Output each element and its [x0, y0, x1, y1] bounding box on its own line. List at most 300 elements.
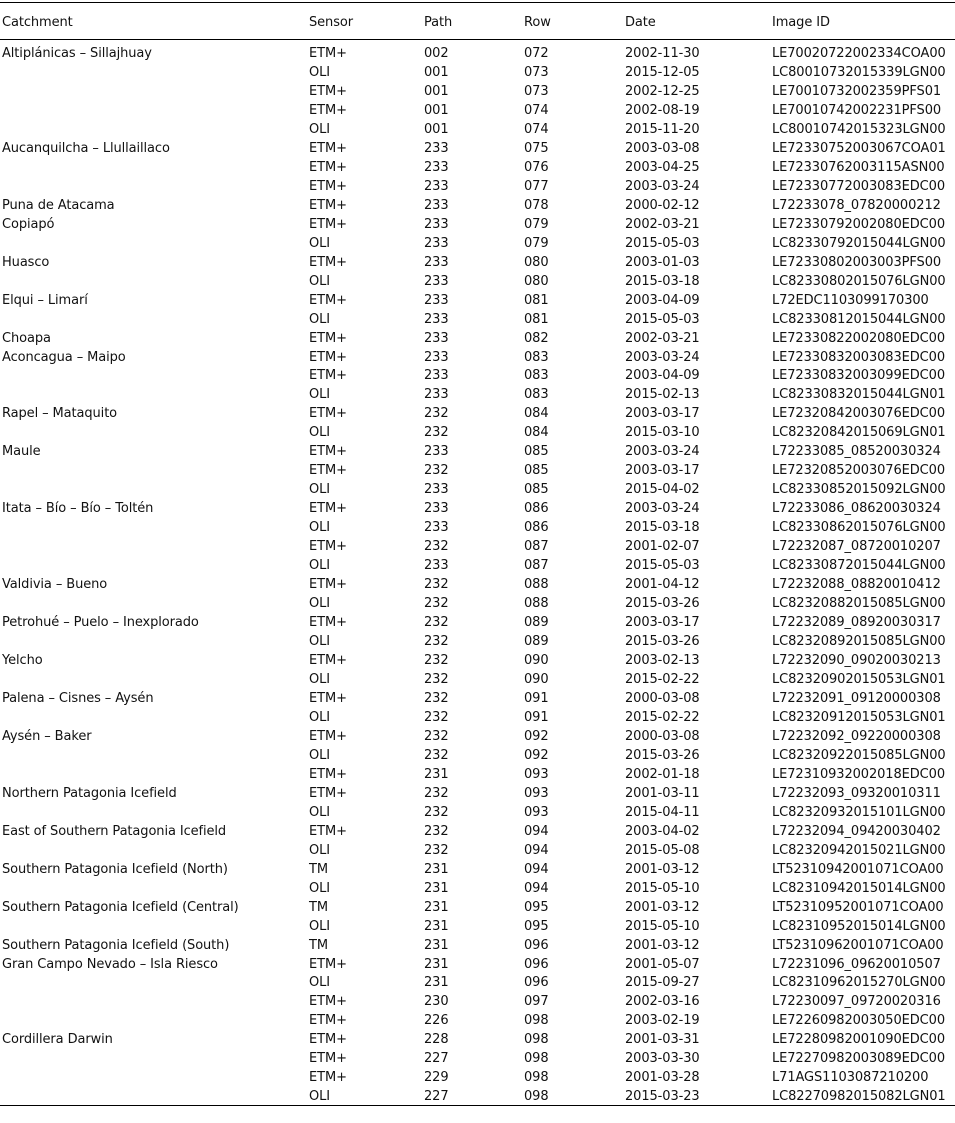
- table-row: [0, 726, 955, 745]
- cell-sensor: OLI: [309, 425, 331, 441]
- cell-row: 089: [524, 615, 549, 631]
- cell-sensor: ETM+: [309, 159, 347, 175]
- cell-image-id: L72232091_09120000308: [772, 690, 941, 706]
- cell-sensor: ETM+: [309, 577, 347, 593]
- cell-row: 085: [524, 482, 549, 498]
- header-date: Date: [623, 3, 770, 40]
- cell-row: 097: [524, 994, 549, 1010]
- table-row: [0, 62, 955, 81]
- cell-path: 233: [424, 178, 449, 194]
- table-row: [0, 650, 955, 669]
- cell-image-id: LC82330802015076LGN00: [772, 273, 946, 289]
- cell-row: 086: [524, 520, 549, 536]
- cell-row: 095: [524, 918, 549, 934]
- cell-sensor: ETM+: [309, 690, 347, 706]
- table-row: [0, 859, 955, 878]
- cell-sensor: ETM+: [309, 216, 347, 232]
- table-row: [0, 840, 955, 859]
- cell-image-id: L72232088_08820010412: [772, 577, 941, 593]
- cell-path: 232: [424, 653, 449, 668]
- table-row: [0, 1048, 955, 1067]
- table-row: [0, 176, 955, 195]
- cell-row: 096: [524, 975, 549, 991]
- cell-catchment: [0, 840, 307, 859]
- cell-catchment: [0, 422, 307, 441]
- cell-date: 2001-03-12: [625, 937, 700, 953]
- cell-catchment: [0, 1067, 307, 1086]
- table-row: [0, 252, 955, 271]
- cell-path: 232: [424, 463, 449, 479]
- cell-sensor: TM: [309, 861, 328, 877]
- cell-sensor: ETM+: [309, 766, 347, 782]
- cell-catchment: Gran Campo Nevado – Isla Riesco: [2, 956, 218, 972]
- cell-path: 231: [424, 899, 449, 915]
- table-row: [0, 878, 955, 897]
- table-row: [0, 1010, 955, 1029]
- cell-row: 090: [524, 671, 549, 687]
- cell-path: 232: [424, 747, 449, 763]
- cell-image-id: LT52310952001071COA00: [772, 899, 944, 915]
- table-row: [0, 802, 955, 821]
- cell-catchment: Rapel – Mataquito: [2, 406, 118, 422]
- cell-catchment: [0, 100, 307, 119]
- cell-row: 074: [524, 121, 549, 137]
- cell-sensor: ETM+: [309, 102, 347, 118]
- cell-path: 233: [424, 216, 449, 232]
- cell-date: 2001-03-31: [625, 1032, 700, 1048]
- cell-sensor: ETM+: [309, 178, 347, 194]
- table-row: [0, 764, 955, 783]
- cell-image-id: LC82320902015053LGN01: [772, 671, 946, 687]
- cell-catchment: [0, 460, 307, 479]
- cell-row: 098: [522, 1086, 623, 1105]
- cell-path: 233: [424, 159, 449, 175]
- table-row: [0, 612, 955, 631]
- cell-image-id: LC82310952015014LGN00: [772, 918, 946, 934]
- cell-date: 2015-03-10: [625, 425, 700, 441]
- cell-path: 230: [424, 994, 449, 1010]
- cell-sensor: ETM+: [309, 728, 347, 744]
- cell-path: 227: [424, 1051, 449, 1067]
- cell-catchment: [0, 745, 307, 764]
- cell-date: 2003-03-17: [625, 615, 700, 631]
- cell-path: 228: [424, 1032, 449, 1048]
- cell-sensor: ETM+: [309, 254, 347, 270]
- cell-catchment: [0, 517, 307, 536]
- cell-image-id: LE72260982003050EDC00: [772, 1013, 945, 1029]
- cell-path: 231: [424, 937, 449, 953]
- cell-image-id: LC82310962015270LGN00: [772, 975, 946, 991]
- table-row: [0, 347, 955, 366]
- cell-row: 082: [524, 330, 549, 346]
- cell-path: 233: [424, 387, 449, 403]
- cell-image-id: L72231096_09620010507: [772, 956, 941, 972]
- cell-image-id: L72230097_09720020316: [772, 994, 941, 1010]
- cell-catchment: [0, 802, 307, 821]
- cell-path: 232: [424, 709, 449, 725]
- cell-catchment: [0, 62, 307, 81]
- cell-path: 233: [424, 330, 449, 346]
- cell-date: 2002-03-21: [625, 330, 700, 346]
- cell-path: 232: [424, 842, 449, 858]
- table-row: [0, 214, 955, 233]
- cell-row: 095: [524, 899, 549, 915]
- cell-image-id: LC82310942015014LGN00: [772, 880, 946, 896]
- table-row: [0, 935, 955, 954]
- cell-image-id: L72232090_09020030213: [772, 653, 941, 668]
- table-row: [0, 707, 955, 726]
- cell-path: 227: [422, 1086, 522, 1105]
- cell-catchment: Aucanquilcha – Llullaillaco: [2, 140, 170, 156]
- table-row: [0, 1029, 955, 1048]
- cell-row: 088: [524, 577, 549, 593]
- table-row: [0, 1086, 955, 1105]
- header-image-id: Image ID: [770, 3, 955, 40]
- cell-date: 2015-05-10: [625, 880, 700, 896]
- header-row: [0, 3, 955, 40]
- cell-sensor: ETM+: [309, 1070, 347, 1086]
- cell-catchment: [0, 1086, 307, 1105]
- cell-image-id: LC82330872015044LGN00: [772, 558, 946, 574]
- cell-date: 2015-05-08: [625, 842, 700, 858]
- cell-catchment: Copiapó: [2, 216, 55, 232]
- table-row: [0, 309, 955, 328]
- cell-row: 077: [524, 178, 549, 194]
- cell-image-id: LE72330792002080EDC00: [772, 216, 945, 232]
- cell-sensor: OLI: [309, 387, 331, 403]
- cell-row: 089: [524, 634, 549, 650]
- cell-catchment: [0, 1048, 307, 1067]
- cell-row: 091: [524, 690, 549, 706]
- cell-sensor: OLI: [309, 975, 331, 991]
- table-row: [0, 403, 955, 422]
- cell-row: 094: [524, 823, 549, 839]
- cell-path: 233: [424, 520, 449, 536]
- cell-path: 231: [424, 861, 449, 877]
- cell-image-id: LE72310932002018EDC00: [772, 766, 945, 782]
- cell-row: 080: [524, 273, 549, 289]
- cell-date: 2003-03-24: [625, 349, 700, 365]
- cell-date: 2003-03-24: [625, 444, 700, 460]
- cell-image-id: L72EDC1103099170300: [772, 292, 929, 308]
- cell-sensor: ETM+: [309, 197, 347, 213]
- cell-date: 2015-03-26: [625, 747, 700, 763]
- cell-date: 2002-08-19: [625, 102, 700, 118]
- cell-catchment: [0, 271, 307, 290]
- cell-image-id: LC82320922015085LGN00: [772, 747, 946, 763]
- cell-date: 2003-03-17: [625, 406, 700, 422]
- table-row: [0, 384, 955, 403]
- cell-row: 093: [524, 785, 549, 801]
- cell-date: 2003-03-08: [625, 140, 700, 156]
- cell-row: 096: [524, 937, 549, 953]
- cell-date: 2015-03-26: [625, 634, 700, 650]
- cell-image-id: LE70020722002334COA00: [772, 46, 946, 61]
- cell-sensor: OLI: [309, 482, 331, 498]
- cell-catchment: [0, 1010, 307, 1029]
- cell-path: 232: [424, 690, 449, 706]
- cell-image-id: L72232087_08720010207: [772, 539, 941, 555]
- cell-path: 232: [424, 634, 449, 650]
- cell-date: 2003-02-19: [625, 1013, 700, 1029]
- cell-date: 2003-01-03: [625, 254, 700, 270]
- cell-path: 232: [424, 539, 449, 555]
- cell-date: 2001-03-28: [625, 1070, 700, 1086]
- cell-sensor: OLI: [309, 273, 331, 289]
- cell-image-id: LE72280982001090EDC00: [772, 1032, 945, 1048]
- cell-date: 2015-11-20: [625, 121, 700, 137]
- cell-row: 079: [524, 235, 549, 251]
- cell-row: 081: [524, 311, 549, 327]
- table-row: [0, 233, 955, 252]
- cell-catchment: Aysén – Baker: [2, 728, 92, 744]
- cell-image-id: LE72330772003083EDC00: [772, 178, 945, 194]
- table-row: [0, 991, 955, 1010]
- cell-catchment: Valdivia – Bueno: [2, 577, 108, 593]
- cell-image-id: LC82320942015021LGN00: [772, 842, 946, 858]
- cell-sensor: OLI: [309, 880, 331, 896]
- cell-date: 2015-03-23: [623, 1086, 770, 1105]
- cell-catchment: [0, 973, 307, 992]
- cell-row: 087: [524, 558, 549, 574]
- cell-sensor: ETM+: [309, 956, 347, 972]
- cell-sensor: ETM+: [309, 1051, 347, 1067]
- cell-image-id: LC82320842015069LGN01: [772, 425, 946, 441]
- cell-image-id: L71AGS1103087210200: [772, 1070, 929, 1086]
- cell-row: 080: [524, 254, 549, 270]
- cell-catchment: [0, 157, 307, 176]
- cell-path: 232: [424, 785, 449, 801]
- cell-image-id: LE72330832003083EDC00: [772, 349, 945, 365]
- cell-path: 232: [424, 577, 449, 593]
- cell-sensor: ETM+: [309, 463, 347, 479]
- cell-row: 094: [524, 842, 549, 858]
- cell-date: 2015-05-10: [625, 918, 700, 934]
- cell-date: 2001-03-11: [625, 785, 700, 801]
- table-row: [0, 973, 955, 992]
- table-row: [0, 821, 955, 840]
- cell-image-id: LE72330762003115ASN00: [772, 159, 945, 175]
- cell-catchment: Altiplánicas – Sillajhuay: [2, 46, 152, 61]
- cell-sensor: ETM+: [309, 46, 347, 61]
- cell-path: 233: [424, 558, 449, 574]
- cell-path: 001: [424, 64, 449, 80]
- cell-path: 231: [424, 880, 449, 896]
- cell-image-id: LE70010742002231PFS00: [772, 102, 942, 118]
- table-row: [0, 479, 955, 498]
- cell-catchment: East of Southern Patagonia Icefield: [2, 823, 227, 839]
- cell-sensor: ETM+: [309, 539, 347, 555]
- cell-catchment: [0, 479, 307, 498]
- cell-path: 233: [424, 235, 449, 251]
- cell-date: 2001-04-12: [625, 577, 700, 593]
- cell-image-id: LC82330792015044LGN00: [772, 235, 946, 251]
- cell-date: 2015-03-18: [625, 273, 700, 289]
- cell-image-id: LC82330832015044LGN01: [772, 387, 946, 403]
- cell-row: 075: [524, 140, 549, 156]
- cell-catchment: [0, 916, 307, 935]
- cell-path: 233: [424, 254, 449, 270]
- cell-row: 093: [524, 804, 549, 820]
- cell-path: 001: [424, 102, 449, 118]
- cell-image-id: LC80010732015339LGN00: [772, 64, 946, 80]
- cell-sensor: OLI: [309, 558, 331, 574]
- cell-path: 232: [424, 728, 449, 744]
- cell-path: 233: [424, 501, 449, 517]
- cell-sensor: OLI: [309, 634, 331, 650]
- cell-date: 2001-03-12: [625, 861, 700, 877]
- cell-image-id: LE72320852003076EDC00: [772, 463, 945, 479]
- cell-path: 231: [424, 918, 449, 934]
- cell-date: 2015-03-18: [625, 520, 700, 536]
- cell-catchment: [0, 878, 307, 897]
- cell-row: 085: [524, 444, 549, 460]
- cell-row: 098: [524, 1032, 549, 1048]
- cell-sensor: OLI: [309, 842, 331, 858]
- cell-catchment: Southern Patagonia Icefield (Central): [2, 899, 239, 915]
- table-row: [0, 745, 955, 764]
- table-row: [0, 195, 955, 214]
- cell-catchment: [0, 669, 307, 688]
- table-row: [0, 100, 955, 119]
- cell-path: 231: [424, 956, 449, 972]
- cell-path: 226: [424, 1013, 449, 1029]
- cell-row: 076: [524, 159, 549, 175]
- cell-path: 232: [424, 425, 449, 441]
- cell-sensor: TM: [309, 937, 328, 953]
- cell-catchment: Palena – Cisnes – Aysén: [2, 690, 154, 706]
- cell-catchment: Huasco: [2, 254, 50, 270]
- cell-row: 083: [524, 349, 549, 365]
- cell-date: 2015-05-03: [625, 235, 700, 251]
- cell-sensor: OLI: [309, 709, 331, 725]
- cell-sensor: OLI: [309, 804, 331, 820]
- cell-date: 2003-04-02: [625, 823, 700, 839]
- cell-row: 093: [524, 766, 549, 782]
- cell-row: 098: [524, 1013, 549, 1029]
- cell-sensor: OLI: [309, 747, 331, 763]
- cell-path: 232: [424, 406, 449, 422]
- cell-path: 231: [424, 766, 449, 782]
- cell-date: 2015-03-26: [625, 596, 700, 612]
- cell-catchment: [0, 764, 307, 783]
- cell-sensor: ETM+: [309, 292, 347, 308]
- table-row: [0, 688, 955, 707]
- cell-catchment: [0, 119, 307, 138]
- cell-row: 072: [524, 46, 549, 61]
- cell-image-id: L72233078_07820000212: [772, 197, 941, 213]
- cell-date: 2003-04-09: [625, 368, 700, 384]
- cell-date: 2015-09-27: [625, 975, 700, 991]
- cell-catchment: Aconcagua – Maipo: [2, 349, 126, 365]
- cell-image-id: L72232094_09420030402: [772, 823, 941, 839]
- cell-row: 098: [524, 1070, 549, 1086]
- table-row: [0, 631, 955, 650]
- cell-row: 073: [524, 64, 549, 80]
- header-row: Row: [522, 3, 623, 40]
- cell-date: 2015-05-03: [625, 558, 700, 574]
- cell-catchment: Elqui – Limarí: [2, 292, 88, 308]
- table-row: [0, 40, 955, 63]
- cell-date: 2015-12-05: [625, 64, 700, 80]
- table-row: [0, 138, 955, 157]
- cell-date: 2015-05-03: [625, 311, 700, 327]
- cell-row: 096: [524, 956, 549, 972]
- cell-catchment: Maule: [2, 444, 41, 460]
- header-sensor: Sensor: [307, 3, 422, 40]
- cell-sensor: ETM+: [309, 368, 347, 384]
- cell-sensor: OLI: [309, 235, 331, 251]
- cell-image-id: LT52310942001071COA00: [772, 861, 944, 877]
- cell-row: 088: [524, 596, 549, 612]
- cell-catchment: [0, 536, 307, 555]
- cell-date: 2003-03-17: [625, 463, 700, 479]
- cell-image-id: L72232089_08920030317: [772, 615, 941, 631]
- cell-image-id: LC82330852015092LGN00: [772, 482, 946, 498]
- cell-image-id: L72233085_08520030324: [772, 444, 941, 460]
- table-row: [0, 498, 955, 517]
- cell-catchment: [0, 176, 307, 195]
- cell-date: 2001-03-12: [625, 899, 700, 915]
- table-row: [0, 954, 955, 973]
- cell-path: 233: [424, 292, 449, 308]
- table-row: [0, 517, 955, 536]
- cell-path: 232: [424, 671, 449, 687]
- cell-sensor: OLI: [309, 121, 331, 137]
- cell-image-id: LC82320892015085LGN00: [772, 634, 946, 650]
- cell-path: 232: [424, 804, 449, 820]
- cell-image-id: L72232093_09320010311: [772, 785, 941, 801]
- cell-path: 233: [424, 349, 449, 365]
- table-row: [0, 536, 955, 555]
- cell-image-id: LC82320912015053LGN01: [772, 709, 946, 725]
- cell-date: 2002-03-16: [625, 994, 700, 1010]
- header-catchment: Catchment: [0, 3, 307, 40]
- cell-path: 233: [424, 482, 449, 498]
- cell-catchment: Southern Patagonia Icefield (South): [2, 937, 230, 953]
- cell-sensor: ETM+: [309, 501, 347, 517]
- cell-catchment: [0, 707, 307, 726]
- cell-catchment: Puna de Atacama: [2, 197, 115, 213]
- table-row: [0, 555, 955, 574]
- cell-sensor: ETM+: [309, 330, 347, 346]
- cell-date: 2003-03-24: [625, 501, 700, 517]
- cell-sensor: ETM+: [309, 406, 347, 422]
- cell-path: 233: [424, 444, 449, 460]
- cell-date: 2015-04-02: [625, 482, 700, 498]
- cell-date: 2002-03-21: [625, 216, 700, 232]
- cell-date: 2003-03-24: [625, 178, 700, 194]
- cell-row: 084: [524, 406, 549, 422]
- cell-image-id: LE72330802003003PFS00: [772, 254, 942, 270]
- cell-row: 092: [524, 747, 549, 763]
- table-row: [0, 271, 955, 290]
- cell-sensor: OLI: [307, 1086, 422, 1105]
- cell-date: 2000-03-08: [625, 690, 700, 706]
- cell-date: 2002-01-18: [625, 766, 700, 782]
- cell-catchment: [0, 555, 307, 574]
- table-row: [0, 290, 955, 309]
- table-row: [0, 897, 955, 916]
- cell-path: 001: [424, 121, 449, 137]
- cell-image-id: LC82320932015101LGN00: [772, 804, 946, 820]
- cell-date: 2001-05-07: [625, 956, 700, 972]
- cell-path: 233: [424, 368, 449, 384]
- cell-sensor: ETM+: [309, 1032, 347, 1048]
- cell-catchment: Northern Patagonia Icefield: [2, 785, 177, 801]
- cell-row: 094: [524, 861, 549, 877]
- cell-path: 232: [424, 596, 449, 612]
